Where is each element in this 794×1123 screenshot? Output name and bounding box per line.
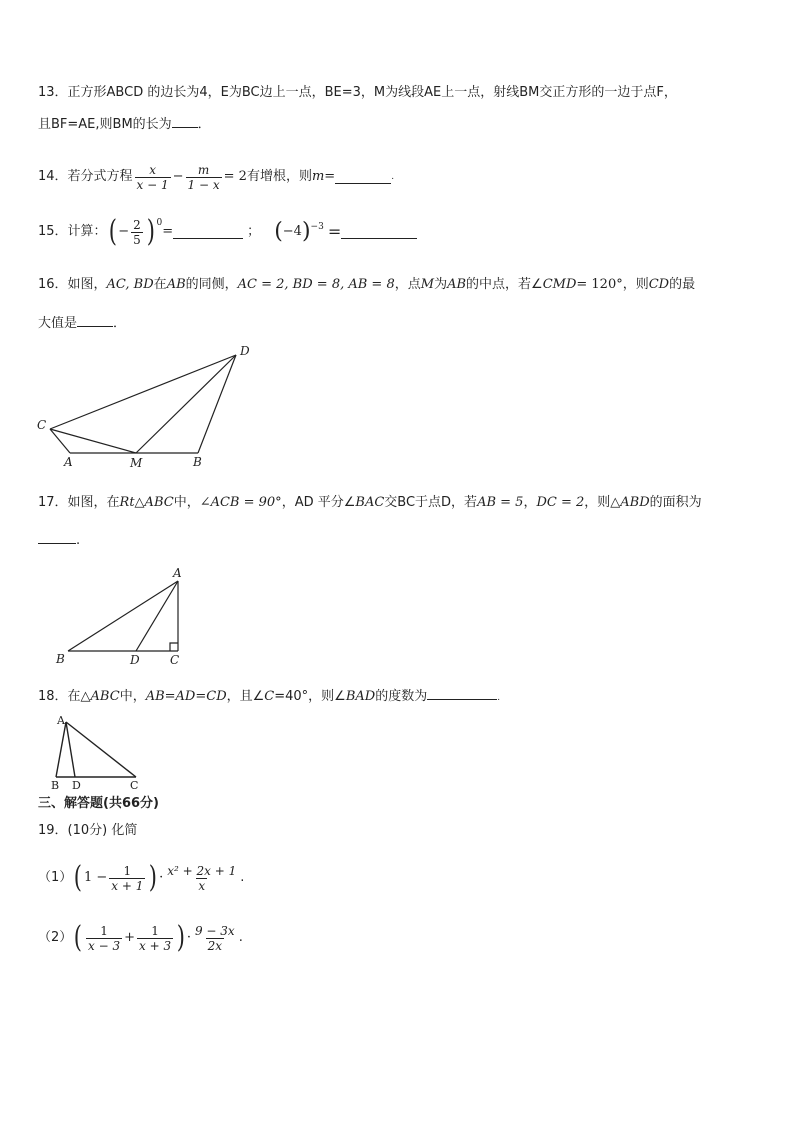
fraction: $\frac{m}{1 - x}$ xyxy=(187,162,220,192)
label-c: C xyxy=(37,418,47,432)
right-angle-mark xyxy=(170,643,178,651)
segment-ad xyxy=(66,722,75,777)
question-13-line-2: 且BF=AE,则BM的长为 ． xyxy=(38,117,211,132)
question-19-part-1: （1） ( 1 − $\frac{1}{x + 1}$ ) · $\frac{\text{x² + 2x + 1}}{x}$ . xyxy=(38,860,245,895)
section-heading: 三、解答题(共66分) xyxy=(38,796,159,811)
question-14: 14．若分式方程 $\frac{x}{x - 1}$ − $\frac{m}{1 - x}$ = 2 有增根，则 m = . xyxy=(38,162,395,192)
fraction: $\frac{1}{x - 3}$ xyxy=(88,923,121,953)
label-b: B xyxy=(193,455,202,469)
label-c: C xyxy=(170,653,180,667)
fraction: $\frac{9 - 3x}{2x}$ xyxy=(194,923,235,953)
answer-blank[interactable] xyxy=(38,531,76,544)
figure-18-diagram xyxy=(44,712,154,794)
question-13-line-1: 13．正方形ABCD 的边长为4，E为BC边上一点，BE=3，M为线段AE上一点，射线BM交正方形的一边于点F， xyxy=(38,85,677,100)
segment-cd xyxy=(50,355,236,429)
label-b: B xyxy=(56,652,65,666)
question-16-line-1: 16．如图，AC, BD在AB的同侧，AC = 2, BD = 8, AB = 8，点M为AB的中点，若∠CMD= 120°，则CD的最 xyxy=(38,277,696,292)
question-19-title: 19．(10分) 化简 xyxy=(38,823,138,838)
question-18: 18．在△ABC中，AB=AD=CD，且∠C=40°，则∠BAD的度数为 . xyxy=(38,689,501,704)
fraction: $\frac{x}{x - 1}$ xyxy=(136,162,169,192)
question-15: 15．计算： ( − $\frac{2}{5}$ ) $^0$ = ； ( −4 ) $^{-3}$ = xyxy=(38,212,417,252)
question-17-line-1: 17．如图，在Rt△ABC中，∠ACB = 90°，AD 平分∠BAC交BC于点D，若AB = 5，DC = 2，则△ABD的面积为 xyxy=(38,495,702,510)
figure-17-diagram xyxy=(50,564,200,670)
answer-blank[interactable] xyxy=(335,171,391,184)
question-19-part-2: （2） ( $\frac{1}{x - 3}$ + $\frac{1}{x + 3}$ ) · $\frac{9 - 3x}{2x}$ . xyxy=(38,920,243,955)
label-d: D xyxy=(130,653,140,667)
question-16-line-2: 大值是 ． xyxy=(38,316,127,331)
label-d: D xyxy=(72,779,81,792)
label-d: D xyxy=(240,344,250,358)
segment-cm xyxy=(50,429,136,453)
segment-md xyxy=(136,355,236,453)
segment-ab xyxy=(56,722,66,777)
answer-blank[interactable] xyxy=(173,226,243,239)
answer-blank[interactable] xyxy=(172,115,198,128)
answer-blank[interactable] xyxy=(77,314,113,327)
segment-ad xyxy=(136,581,178,651)
label-a: A xyxy=(64,455,73,469)
question-17-line-2: . xyxy=(38,531,80,550)
answer-blank[interactable] xyxy=(341,226,417,239)
figure-16-diagram xyxy=(30,338,270,470)
segment-ac xyxy=(66,722,136,777)
label-a: A xyxy=(57,714,65,727)
fraction: $\frac{1}{x + 3}$ xyxy=(139,923,172,953)
label-b: B xyxy=(51,779,60,792)
segment-ca xyxy=(50,429,70,453)
label-c: C xyxy=(130,779,139,792)
segment-bd xyxy=(198,355,236,453)
fraction: $\frac{1}{x + 1}$ xyxy=(111,863,144,893)
label-a: A xyxy=(173,566,182,580)
fraction: $\frac{2}{5}$ xyxy=(133,217,141,247)
segment-ba xyxy=(68,581,178,651)
fraction: $\frac{\text{x² + 2x + 1}}{x}$ xyxy=(167,863,237,893)
label-m: M xyxy=(130,456,143,470)
answer-blank[interactable] xyxy=(427,687,497,700)
